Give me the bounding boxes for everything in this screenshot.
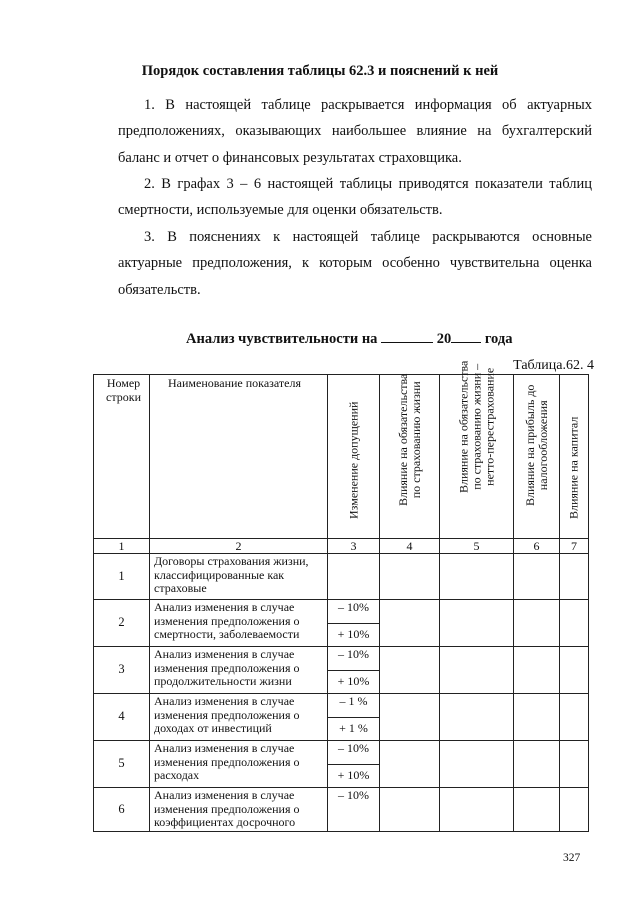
paragraph-3: 3. В пояснениях к настоящей таблице раскрываются основные актуарные предположения, к которым особенно чувствительна оценка обязательств. [118,229,592,298]
empty-cell [560,694,589,741]
table-row [94,554,589,600]
empty-cell [380,554,440,600]
empty-cell [514,694,560,741]
row-number: 4 [94,694,150,741]
empty-cell [380,600,440,647]
header-row [94,375,589,539]
change-value: – 10% [328,741,380,765]
header-assumption-change-text: Изменение допущений [346,401,360,519]
change-value: – 10% [328,788,380,832]
paragraph-1: 1. В настоящей таблице раскрывается информация об актуарных предположениях, оказывающих наибольшее влияние на бухгалтерский баланс и отчет о финансовых результатах страховщика. [118,97,592,166]
row-indicator: Анализ изменения в случае изменения предположения о расходах [150,741,328,788]
empty-cell [560,600,589,647]
change-value: + 10% [328,671,380,694]
header-assumption-change [328,375,380,539]
empty-cell [440,647,514,694]
header-pretax-profit-line2: налогообложения [535,400,550,491]
table-heading [186,331,512,348]
table-caption: Таблица.62. 4 [513,358,594,373]
section-heading: Порядок составления таблицы 62.3 и пояснений к ней [141,63,499,79]
header-pretax-profit-text [524,385,550,506]
row-number: 6 [94,788,150,832]
row-indicator: Анализ изменения в случае изменения предположения о смертности, заболеваемости [150,600,328,647]
column-number: 5 [440,539,514,554]
empty-cell [560,554,589,600]
empty-cell [440,741,514,788]
empty-cell [328,554,380,600]
empty-cell [440,600,514,647]
header-life-obligations-text: Влияние на обязательства по страхованию жизни [395,373,423,506]
header-indicator: Наименование показателя [150,375,328,539]
column-number: 2 [150,539,328,554]
empty-cell [380,694,440,741]
header-net-reinsurance-line2: по страхованию жизни – [469,363,483,490]
empty-cell [514,600,560,647]
paragraph-2: 2. В графах 3 – 6 настоящей таблицы приводятся показатели таблиц смертности, используемые для оценки обязательств. [118,176,592,219]
date-blank [381,341,433,343]
table-row [94,741,589,765]
header-life-obligations [380,375,440,539]
header-net-reinsurance-line1: Влияние на обязательства [456,360,470,493]
table-row [94,600,589,624]
row-number: 3 [94,647,150,694]
column-number: 7 [560,539,589,554]
empty-cell [380,647,440,694]
change-value: + 10% [328,765,380,788]
empty-cell [560,647,589,694]
empty-cell [440,694,514,741]
column-number: 4 [380,539,440,554]
empty-cell [514,554,560,600]
row-indicator: Договоры страхования жизни, классифицированные как страховые [150,554,328,600]
table-heading-prefix: Анализ чувствительности на [186,331,378,347]
column-number: 6 [514,539,560,554]
empty-cell [380,741,440,788]
change-value: + 1 % [328,718,380,741]
header-row-number: Номер строки [94,375,150,539]
empty-cell [440,554,514,600]
empty-cell [514,741,560,788]
column-number: 3 [328,539,380,554]
row-indicator: Анализ изменения в случае изменения предположения о доходах от инвестиций [150,694,328,741]
header-capital [560,375,589,539]
empty-cell [440,788,514,832]
header-pretax-profit [514,375,560,539]
header-pretax-profit-line1: Влияние на прибыль до [522,384,537,506]
table-row [94,694,589,718]
table-heading-year: 20 [436,331,452,347]
empty-cell [380,788,440,832]
change-value: – 10% [328,600,380,624]
empty-cell [560,788,589,832]
header-net-reinsurance [440,360,514,539]
empty-cell [514,647,560,694]
empty-cell [514,788,560,832]
row-indicator: Анализ изменения в случае изменения предположения о продолжительности жизни [150,647,328,694]
change-value: – 1 % [328,694,380,718]
header-net-reinsurance-text [457,361,496,493]
header-net-reinsurance-line3: нетто-перестрахование [482,367,496,486]
change-value: + 10% [328,624,380,647]
empty-cell [560,741,589,788]
column-number: 1 [94,539,150,554]
column-number-row [94,539,589,554]
header-capital-text: Влияние на капитал [566,416,581,519]
table-row [94,788,589,832]
table-heading-suffix: года [484,331,513,347]
row-number: 5 [94,741,150,788]
change-value: – 10% [328,647,380,671]
year-blank [451,341,481,343]
row-indicator: Анализ изменения в случае изменения предположения о коэффициентах досрочного [150,788,328,832]
page-number: 327 [563,852,581,864]
row-number: 2 [94,600,150,647]
row-number: 1 [94,554,150,600]
table-row [94,647,589,671]
